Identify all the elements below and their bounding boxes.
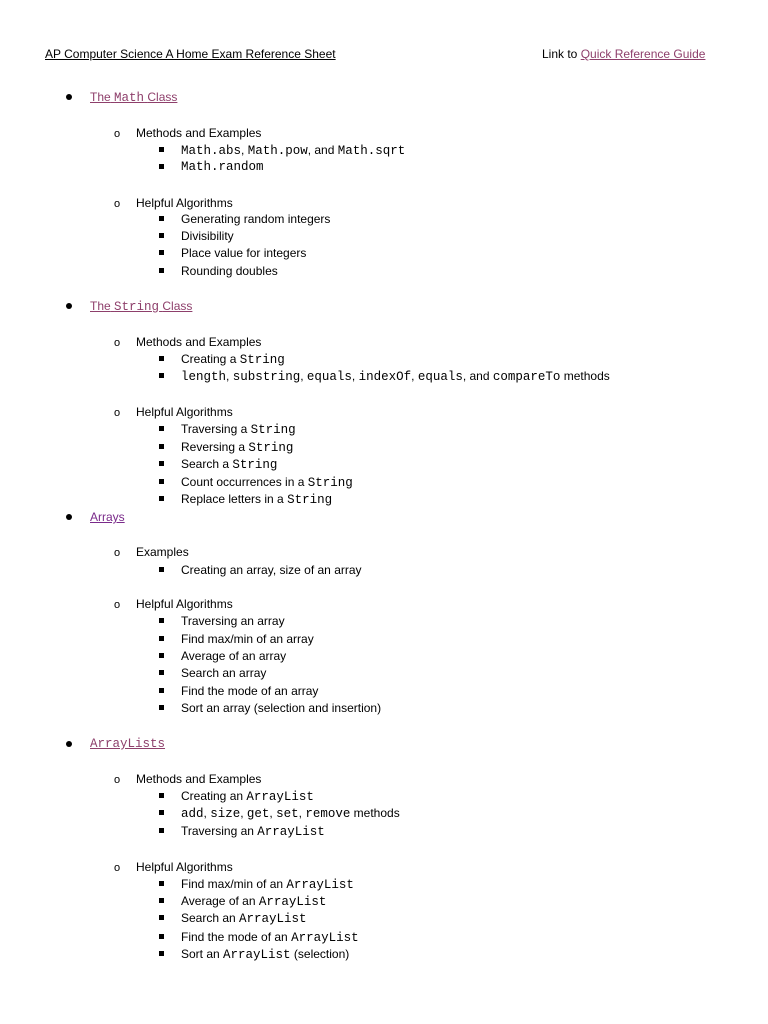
string-class-link[interactable]: The String Class bbox=[90, 299, 193, 314]
arraylists-link[interactable]: ArrayLists bbox=[90, 737, 166, 751]
list-item: Math.random bbox=[181, 160, 264, 174]
circle-bullet-icon: o bbox=[114, 862, 121, 874]
square-bullet-icon bbox=[159, 356, 164, 361]
square-bullet-icon bbox=[159, 147, 164, 152]
square-bullet-icon bbox=[159, 828, 164, 833]
square-bullet-icon bbox=[159, 496, 164, 501]
list-item: Divisibility bbox=[181, 229, 234, 243]
bullet-icon bbox=[66, 303, 72, 309]
bullet-icon bbox=[66, 741, 72, 747]
square-bullet-icon bbox=[159, 216, 164, 221]
square-bullet-icon bbox=[159, 233, 164, 238]
arrays-link[interactable]: Arrays bbox=[90, 510, 125, 524]
list-item: Place value for integers bbox=[181, 246, 307, 260]
circle-bullet-icon: o bbox=[114, 774, 121, 786]
circle-bullet-icon: o bbox=[114, 198, 121, 210]
list-item: Replace letters in a String bbox=[181, 492, 333, 507]
square-bullet-icon bbox=[159, 915, 164, 920]
square-bullet-icon bbox=[159, 461, 164, 466]
square-bullet-icon bbox=[159, 670, 164, 675]
math-class-link[interactable]: The Math Class bbox=[90, 90, 178, 105]
bullet-icon bbox=[66, 514, 72, 520]
square-bullet-icon bbox=[159, 373, 164, 378]
square-bullet-icon bbox=[159, 567, 164, 572]
square-bullet-icon bbox=[159, 268, 164, 273]
list-item: Creating an array, size of an array bbox=[181, 563, 362, 577]
square-bullet-icon bbox=[159, 479, 164, 484]
list-item: Traversing a String bbox=[181, 422, 296, 437]
string-algorithms-label: Helpful Algorithms bbox=[136, 405, 233, 419]
square-bullet-icon bbox=[159, 618, 164, 623]
list-item: length, substring, equals, indexOf, equals, and compareTo methods bbox=[181, 369, 610, 384]
arrays-algorithms-label: Helpful Algorithms bbox=[136, 597, 233, 611]
list-item: Traversing an ArrayList bbox=[181, 824, 325, 839]
square-bullet-icon bbox=[159, 793, 164, 798]
list-item: Generating random integers bbox=[181, 212, 331, 226]
string-methods-label: Methods and Examples bbox=[136, 335, 262, 349]
list-item: Sort an array (selection and insertion) bbox=[181, 701, 382, 715]
square-bullet-icon bbox=[159, 688, 164, 693]
list-item: Traversing an array bbox=[181, 614, 285, 628]
square-bullet-icon bbox=[159, 164, 164, 169]
list-item: Math.abs, Math.pow, and Math.sqrt bbox=[181, 143, 406, 158]
square-bullet-icon bbox=[159, 934, 164, 939]
list-item: Search an array bbox=[181, 666, 267, 680]
arraylists-algorithms-label: Helpful Algorithms bbox=[136, 860, 233, 874]
arrays-examples-label: Examples bbox=[136, 545, 189, 559]
square-bullet-icon bbox=[159, 653, 164, 658]
link-prefix: Link to bbox=[542, 47, 578, 61]
list-item: Find the mode of an array bbox=[181, 684, 319, 698]
list-item: Find max/min of an array bbox=[181, 632, 314, 646]
list-item: Count occurrences in a String bbox=[181, 475, 353, 490]
list-item: Sort an ArrayList (selection) bbox=[181, 947, 350, 962]
math-algorithms-label: Helpful Algorithms bbox=[136, 196, 233, 210]
square-bullet-icon bbox=[159, 250, 164, 255]
list-item: Rounding doubles bbox=[181, 264, 278, 278]
math-methods-label: Methods and Examples bbox=[136, 126, 262, 140]
square-bullet-icon bbox=[159, 636, 164, 641]
circle-bullet-icon: o bbox=[114, 547, 121, 559]
list-item: Creating a String bbox=[181, 352, 285, 367]
link-line bbox=[542, 46, 705, 62]
bullet-icon bbox=[66, 94, 72, 100]
square-bullet-icon bbox=[159, 810, 164, 815]
circle-bullet-icon: o bbox=[114, 599, 121, 611]
list-item: add, size, get, set, remove methods bbox=[181, 806, 400, 821]
list-item: Find max/min of an ArrayList bbox=[181, 877, 354, 892]
list-item: Creating an ArrayList bbox=[181, 789, 314, 804]
square-bullet-icon bbox=[159, 898, 164, 903]
square-bullet-icon bbox=[159, 444, 164, 449]
list-item: Search a String bbox=[181, 457, 278, 472]
circle-bullet-icon: o bbox=[114, 407, 121, 419]
circle-bullet-icon: o bbox=[114, 128, 121, 140]
page-title: AP Computer Science A Home Exam Reference Sheet bbox=[45, 47, 336, 61]
list-item: Average of an array bbox=[181, 649, 287, 663]
square-bullet-icon bbox=[159, 705, 164, 710]
square-bullet-icon bbox=[159, 881, 164, 886]
list-item: Find the mode of an ArrayList bbox=[181, 930, 359, 945]
circle-bullet-icon: o bbox=[114, 337, 121, 349]
square-bullet-icon bbox=[159, 426, 164, 431]
quick-reference-guide-link[interactable]: Quick Reference Guide bbox=[580, 47, 706, 61]
list-item: Reversing a String bbox=[181, 440, 294, 455]
list-item: Search an ArrayList bbox=[181, 911, 307, 926]
list-item: Average of an ArrayList bbox=[181, 894, 327, 909]
square-bullet-icon bbox=[159, 951, 164, 956]
arraylists-methods-label: Methods and Examples bbox=[136, 772, 262, 786]
